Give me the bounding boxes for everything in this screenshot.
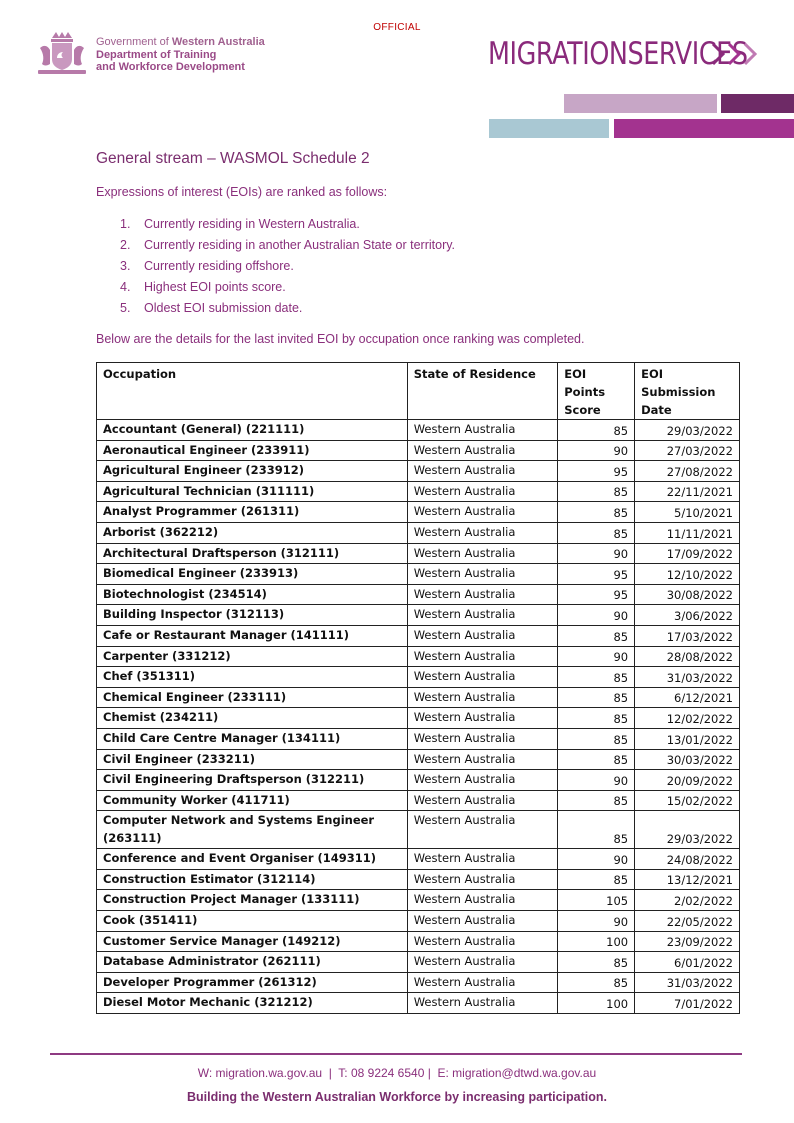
state-cell: Western Australia (407, 770, 558, 791)
decor-bar-dark (721, 94, 794, 113)
state-cell: Western Australia (407, 931, 558, 952)
state-cell: Western Australia (407, 543, 558, 564)
date-cell: 5/10/2021 (635, 502, 740, 523)
table-row (97, 993, 740, 1014)
occupation-cell: Chemist (234211) (97, 708, 408, 729)
date-cell: 30/08/2022 (635, 584, 740, 605)
occupation-cell: Construction Estimator (312114) (97, 869, 408, 890)
date-cell: 11/11/2021 (635, 522, 740, 543)
ranking-text: Currently residing offshore. (144, 259, 294, 273)
score-cell: 95 (558, 584, 635, 605)
date-cell: 3/06/2022 (635, 605, 740, 626)
state-cell: Western Australia (407, 605, 558, 626)
table-row (97, 869, 740, 890)
table-row (97, 890, 740, 911)
date-cell: 17/03/2022 (635, 625, 740, 646)
table-row (97, 811, 740, 849)
occupation-cell: Chef (351311) (97, 667, 408, 688)
occupation-cell: Accountant (General) (221111) (97, 420, 408, 441)
date-cell: 7/01/2022 (635, 993, 740, 1014)
state-cell: Western Australia (407, 625, 558, 646)
occupation-cell: Aeronautical Engineer (233911) (97, 440, 408, 461)
occupation-cell: Cafe or Restaurant Manager (141111) (97, 625, 408, 646)
score-cell: 85 (558, 869, 635, 890)
state-cell: Western Australia (407, 869, 558, 890)
occupation-cell: Child Care Centre Manager (134111) (97, 728, 408, 749)
date-cell: 15/02/2022 (635, 790, 740, 811)
state-cell: Western Australia (407, 481, 558, 502)
header-date: EOI Submission Date (635, 363, 740, 420)
gov-line2: Department of Training (96, 48, 217, 61)
occupation-cell: Construction Project Manager (133111) (97, 890, 408, 911)
table-header-row (97, 363, 740, 420)
table-row (97, 749, 740, 770)
header-state: State of Residence (407, 363, 558, 420)
ranking-number: 4. (120, 280, 131, 294)
state-cell: Western Australia (407, 440, 558, 461)
occupation-cell: Cook (351411) (97, 911, 408, 932)
state-cell: Western Australia (407, 420, 558, 441)
table-row (97, 849, 740, 870)
state-cell: Western Australia (407, 849, 558, 870)
score-cell: 100 (558, 931, 635, 952)
score-cell: 85 (558, 667, 635, 688)
ranking-number: 2. (120, 238, 131, 252)
ranking-item (120, 214, 455, 235)
score-cell: 90 (558, 605, 635, 626)
table-row (97, 972, 740, 993)
date-cell: 2/02/2022 (635, 890, 740, 911)
table-row (97, 646, 740, 667)
occupation-cell: Biotechnologist (234514) (97, 584, 408, 605)
occupation-cell: Agricultural Engineer (233912) (97, 461, 408, 482)
score-cell: 90 (558, 440, 635, 461)
date-cell: 13/01/2022 (635, 728, 740, 749)
footer-tagline: Building the Western Australian Workforce by increasing participation. (187, 1090, 607, 1104)
state-cell: Western Australia (407, 502, 558, 523)
state-cell: Western Australia (407, 890, 558, 911)
date-cell: 29/03/2022 (635, 420, 740, 441)
occupation-cell: Civil Engineer (233211) (97, 749, 408, 770)
table-row (97, 625, 740, 646)
gov-line1-bold: Western Australia (171, 36, 265, 48)
occupation-cell: Chemical Engineer (233111) (97, 687, 408, 708)
occupation-cell: Customer Service Manager (149212) (97, 931, 408, 952)
ranking-number: 5. (120, 301, 131, 315)
state-cell: Western Australia (407, 972, 558, 993)
eoi-table (96, 362, 740, 1014)
table-row (97, 461, 740, 482)
state-cell: Western Australia (407, 564, 558, 585)
wa-crest-icon (32, 30, 90, 76)
score-cell: 85 (558, 625, 635, 646)
header-score: EOI Points Score (558, 363, 635, 420)
ranking-text: Oldest EOI submission date. (144, 301, 303, 315)
score-cell: 90 (558, 911, 635, 932)
state-cell: Western Australia (407, 993, 558, 1014)
table-row (97, 931, 740, 952)
classification-label: OFFICIAL (373, 22, 421, 33)
state-cell: Western Australia (407, 790, 558, 811)
score-cell: 100 (558, 993, 635, 1014)
score-cell: 95 (558, 461, 635, 482)
date-cell: 22/05/2022 (635, 911, 740, 932)
gov-line3: and Workforce Development (96, 61, 245, 73)
occupation-cell: Database Administrator (262111) (97, 952, 408, 973)
chevron-arrows-icon (710, 40, 766, 68)
table-intro-text: Below are the details for the last invited EOI by occupation once ranking was completed. (96, 332, 585, 346)
state-cell: Western Australia (407, 708, 558, 729)
date-cell: 6/01/2022 (635, 952, 740, 973)
occupation-cell: Arborist (362212) (97, 522, 408, 543)
score-cell: 90 (558, 543, 635, 564)
score-cell: 85 (558, 522, 635, 543)
date-cell: 6/12/2021 (635, 687, 740, 708)
state-cell: Western Australia (407, 687, 558, 708)
ranking-text: Highest EOI points score. (144, 280, 286, 294)
score-cell: 90 (558, 770, 635, 791)
occupation-cell: Developer Programmer (261312) (97, 972, 408, 993)
table-row (97, 440, 740, 461)
date-cell: 27/08/2022 (635, 461, 740, 482)
occupation-cell: Conference and Event Organiser (149311) (97, 849, 408, 870)
date-cell: 29/03/2022 (635, 811, 740, 849)
occupation-cell: Architectural Draftsperson (312111) (97, 543, 408, 564)
score-cell: 85 (558, 952, 635, 973)
state-cell: Western Australia (407, 461, 558, 482)
date-cell: 13/12/2021 (635, 869, 740, 890)
footer-contact: W: migration.wa.gov.au | T: 08 9224 6540 | E: migration@dtwd.wa.gov.au (197, 1066, 597, 1080)
score-cell: 85 (558, 972, 635, 993)
page-title: General stream – WASMOL Schedule 2 (96, 150, 370, 167)
date-cell: 12/10/2022 (635, 564, 740, 585)
state-cell: Western Australia (407, 667, 558, 688)
occupation-cell: Analyst Programmer (261311) (97, 502, 408, 523)
score-cell: 85 (558, 708, 635, 729)
score-cell: 85 (558, 728, 635, 749)
ranking-list (120, 214, 455, 319)
table-row (97, 584, 740, 605)
decor-bar-blue (489, 119, 609, 138)
table-row (97, 708, 740, 729)
state-cell: Western Australia (407, 811, 558, 849)
date-cell: 31/03/2022 (635, 667, 740, 688)
table-row (97, 502, 740, 523)
table-row (97, 790, 740, 811)
date-cell: 12/02/2022 (635, 708, 740, 729)
table-row (97, 543, 740, 564)
occupation-cell: Civil Engineering Draftsperson (312211) (97, 770, 408, 791)
table-row (97, 564, 740, 585)
state-cell: Western Australia (407, 952, 558, 973)
table-row (97, 420, 740, 441)
ranking-item (120, 235, 455, 256)
date-cell: 30/03/2022 (635, 749, 740, 770)
table-row (97, 667, 740, 688)
table-row (97, 605, 740, 626)
date-cell: 27/03/2022 (635, 440, 740, 461)
brand-wordmark: MIGRATIONSERVICES (488, 36, 748, 72)
ranking-number: 1. (120, 217, 131, 231)
occupation-cell: Carpenter (331212) (97, 646, 408, 667)
score-cell: 85 (558, 790, 635, 811)
table-row (97, 522, 740, 543)
score-cell: 85 (558, 481, 635, 502)
table-row (97, 952, 740, 973)
ranking-text: Currently residing in another Australian State or territory. (144, 238, 456, 252)
ranking-text: Currently residing in Western Australia. (144, 217, 360, 231)
occupation-cell: Agricultural Technician (311111) (97, 481, 408, 502)
table-row (97, 770, 740, 791)
date-cell: 28/08/2022 (635, 646, 740, 667)
date-cell: 22/11/2021 (635, 481, 740, 502)
table-row (97, 481, 740, 502)
score-cell: 105 (558, 890, 635, 911)
score-cell: 90 (558, 849, 635, 870)
score-cell: 85 (558, 687, 635, 708)
score-cell: 85 (558, 811, 635, 849)
score-cell: 90 (558, 646, 635, 667)
score-cell: 85 (558, 749, 635, 770)
date-cell: 20/09/2022 (635, 770, 740, 791)
state-cell: Western Australia (407, 728, 558, 749)
score-cell: 85 (558, 420, 635, 441)
ranking-item (120, 298, 455, 319)
ranking-number: 3. (120, 259, 131, 273)
ranking-item (120, 256, 455, 277)
intro-text: Expressions of interest (EOIs) are ranked as follows: (96, 185, 388, 199)
date-cell: 31/03/2022 (635, 972, 740, 993)
footer-divider (50, 1053, 742, 1055)
score-cell: 85 (558, 502, 635, 523)
state-cell: Western Australia (407, 911, 558, 932)
state-cell: Western Australia (407, 584, 558, 605)
occupation-cell: Biomedical Engineer (233913) (97, 564, 408, 585)
decor-bar-lilac (564, 94, 717, 113)
occupation-cell: Community Worker (411711) (97, 790, 408, 811)
date-cell: 23/09/2022 (635, 931, 740, 952)
state-cell: Western Australia (407, 646, 558, 667)
table-row (97, 911, 740, 932)
state-cell: Western Australia (407, 522, 558, 543)
gov-line1-prefix: Government of (96, 36, 172, 48)
decor-bar-magenta (614, 119, 794, 138)
header-occupation: Occupation (97, 363, 408, 420)
occupation-cell: Computer Network and Systems Engineer (263111) (97, 811, 408, 849)
occupation-cell: Diesel Motor Mechanic (321212) (97, 993, 408, 1014)
ranking-item (120, 277, 455, 298)
table-row (97, 687, 740, 708)
date-cell: 24/08/2022 (635, 849, 740, 870)
score-cell: 95 (558, 564, 635, 585)
date-cell: 17/09/2022 (635, 543, 740, 564)
state-cell: Western Australia (407, 749, 558, 770)
occupation-cell: Building Inspector (312113) (97, 605, 408, 626)
table-row (97, 728, 740, 749)
